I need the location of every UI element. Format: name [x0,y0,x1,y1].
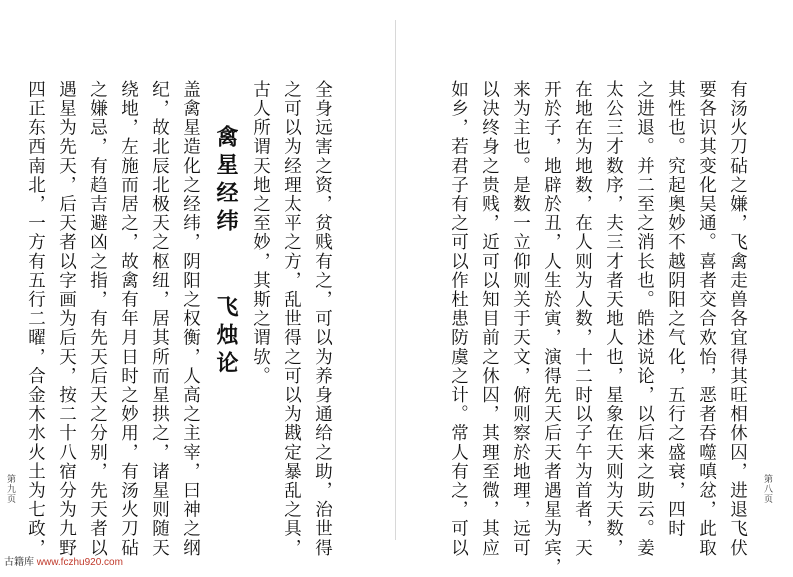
text-column: 要各识其变化吴通。喜者交合欢怡，恶者吞噬嗔忿，此取 [696,80,717,558]
body-column: 四正东西南北，一方有五行二曜，合金木水火土为七政， [25,80,46,558]
watermark-url: www.fczhu920.com [36,557,123,568]
watermark-site-name: 古籍库 [4,557,34,568]
body-column: 遇星为先天，后天者以字画为后天，按二十八宿分为九野 [56,80,77,558]
text-column: 在地在为地数，在人则为人数，十二时以子午为首者，天 [572,80,593,558]
text-column: 之进退。并二至之消长也。皓述说论，以后来之助云。姜 [634,80,655,558]
body-column: 之嫌忌，有趋吉避凶之指，有先天后天之分别，先天者以 [87,80,108,558]
text-column: 太公三才数序，夫三才者天地人也，星象在天则为天数， [603,80,624,558]
text-column: 之可以为经理太平之方，乱世得之可以为戡定暴乱之具， [281,80,302,558]
text-column: 如乡，若君子有之可以作杜患防虞之计。常人有之，可以 [448,80,469,558]
page-number: 第八页 [762,474,772,504]
page-number: 第九页 [5,474,15,504]
text-column: 古人所谓天地之至妙，其斯之谓欤。 [250,80,271,386]
text-column: 来为主也。是数一立仰则关于天文，俯则察於地理，远可 [510,80,531,558]
text-column: 以决终身之贵贱，近可以知目前之休囚，其理至微，其应 [479,80,500,558]
body-column: 绕地，左施而居之，故禽有年月日时之妙用，有汤火刀砧 [118,80,139,558]
body-column: 盖禽星造化之经纬，阴阳之权衡，人高之主宰，曰神之纲 [180,80,201,558]
left-page [0,0,396,558]
body-column: 纪，故北辰北极天之枢纽，居其所而星拱之，诸星则随天 [149,80,170,558]
section-title: 禽星经纬 [213,125,239,237]
text-column: 全身远害之资，贫贱有之，可以为养身通给之助，治世得 [312,80,333,558]
right-page [396,0,793,577]
text-column: 其性也。究起奥妙不越阴阳之气化，五行之盛衰，四时 [665,80,686,539]
text-column: 开於子，地辟於丑，人生於寅，演得先天后天者遇星为宾， [541,80,562,577]
text-column: 有汤火刀砧之嫌，飞禽走兽各宜得其旺相休囚，进退飞伏 [727,80,748,558]
section-subtitle: 飞烛论 [213,295,239,379]
watermark [4,553,123,568]
